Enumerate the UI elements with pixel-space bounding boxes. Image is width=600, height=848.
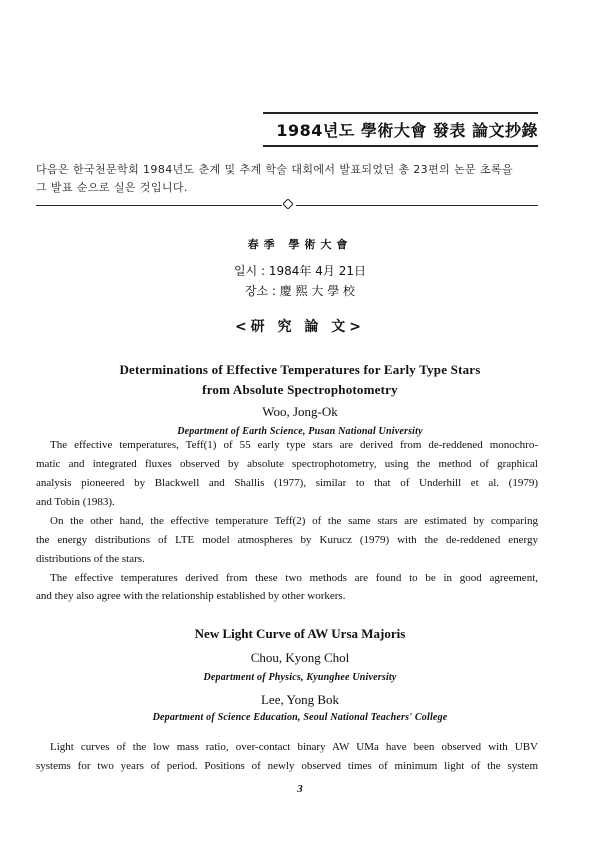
section-title: <研 究 論 文>: [234, 319, 366, 335]
paper2-affiliation-2: Department of Science Education, Seoul National Teachers' College: [152, 712, 448, 723]
paper2-author-2: Lee, Yong Bok: [260, 692, 339, 707]
paper2-line-2: systems for two years of period. Positions of newly observed times of minimum light of the system: [36, 760, 538, 772]
page-number: 3: [297, 783, 303, 795]
paper1-line-8: The effective temperatures derived from these two methods are found to be in good agreement,: [50, 572, 538, 584]
meeting-title: 春季 學術大會: [247, 238, 353, 251]
intro-line-2: 그 발표 순으로 실은 것입니다.: [36, 181, 188, 194]
paper2-line-1: Light curves of the low mass ratio, over-contact binary AW UMa have been observed with UBV: [50, 741, 538, 753]
paper1-line-2: matic and integrated fluxes observed by absolute spectrophotometry, using the method of graphical: [36, 458, 538, 470]
paper2-affiliation-1: Department of Physics, Kyunghee University: [203, 672, 397, 683]
paper1-affiliation: Department of Earth Science, Pusan National University: [177, 426, 423, 437]
paper2-author-1: Chou, Kyong Chol: [250, 650, 350, 665]
paper1-line-4: and Tobin (1983).: [36, 496, 115, 508]
paper1-line-6: the energy distributions of LTE model atmospheres by Kurucz (1979) with the de-reddened energy: [36, 534, 538, 546]
paper1-line-1: The effective temperatures, Teff(1) of 55 early type stars are derived from de-reddened monochro-: [50, 439, 538, 451]
header-rule-top: [263, 112, 538, 114]
paper1-line-9: and they also agree with the relationship established by other workers.: [36, 590, 346, 602]
paper1-title-line2: from Absolute Spectrophotometry: [202, 382, 398, 397]
paper1-line-5: On the other hand, the effective temperature Teff(2) of the same stars are estimated by comparing: [50, 515, 538, 527]
paper2-title: New Light Curve of AW Ursa Majoris: [194, 626, 406, 641]
paper1-title-line1: Determinations of Effective Temperatures for Early Type Stars: [119, 362, 481, 377]
meeting-date: 일시 : 1984年 4月 21日: [234, 264, 366, 278]
paper1-author: Woo, Jong-Ok: [262, 404, 338, 419]
meeting-place: 장소 : 慶 熙 大 學 校: [244, 284, 356, 298]
paper1-line-7: distributions of the stars.: [36, 553, 145, 565]
paper1-line-3: analysis pioneered by Blackwell and Shallis (1977), similar to that of Underhill et al. (1979): [36, 477, 538, 489]
header-title: 1984년도 學術大會 發表 論文抄錄: [276, 121, 538, 140]
divider-right: [296, 205, 538, 206]
header-rule-bottom: [263, 145, 538, 147]
divider-left: [36, 205, 282, 206]
divider-diamond-icon: [283, 199, 293, 209]
intro-line-1: 다음은 한국천문학회 1984년도 춘계 및 추계 학술 대회에서 발표되었던 총 23편의 논문 초록을: [36, 163, 514, 176]
